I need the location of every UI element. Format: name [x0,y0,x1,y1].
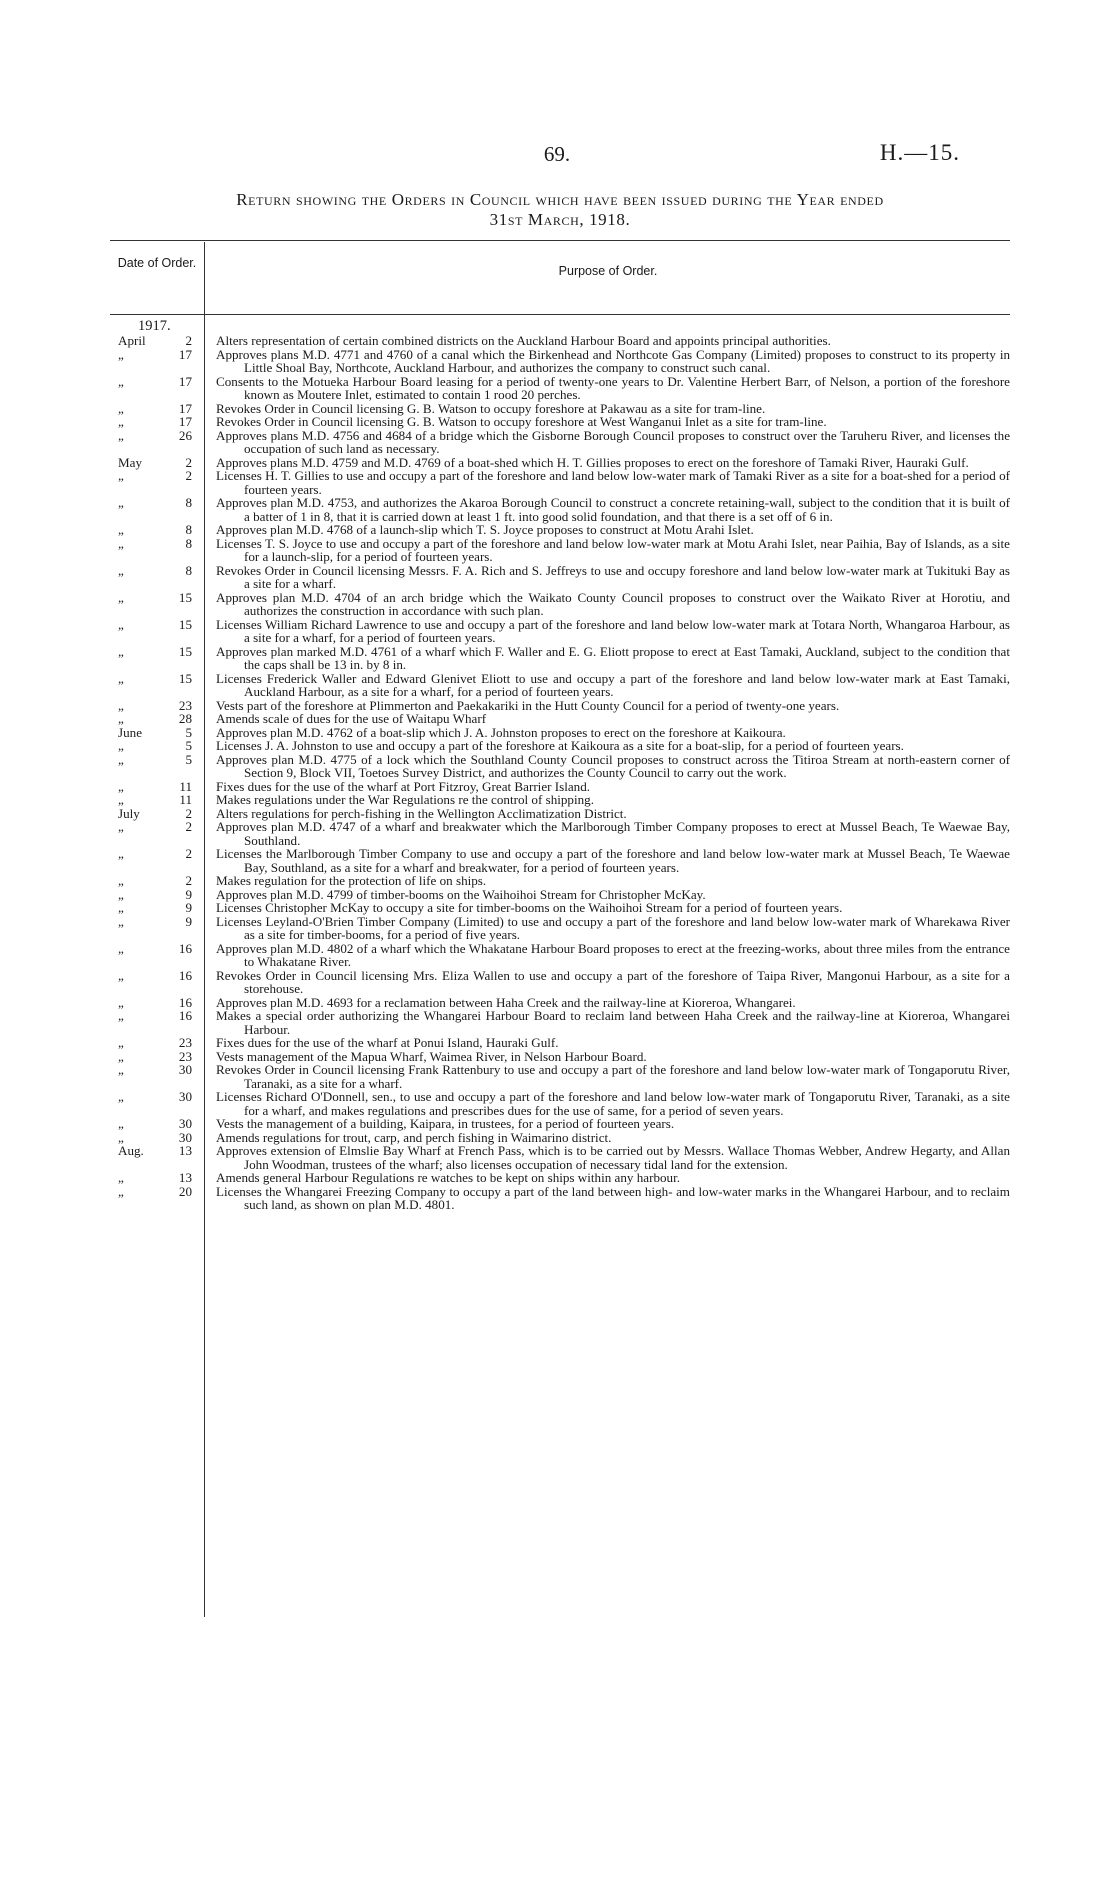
order-month: July [118,805,140,821]
order-purpose: Approves plan M.D. 4802 of a wharf which the Whakatane Harbour Board proposes to erect at the freezing-works, about three miles from the entrance to Whakatane River. [216,940,1010,969]
order-purpose: Approves plans M.D. 4771 and 4760 of a canal which the Birkenhead and Northcote Gas Company (Limited) proposes to construct to its property in Little Shoal Bay, Northcote, Auckland Harbour, and authorizes the company to construct such canal. [216,346,1010,375]
order-purpose: Licenses J. A. Johnston to use and occupy a part of the foreshore at Kaikoura as a site for a boat-slip, for a period of fourteen years. [216,738,904,753]
document-title [110,190,1010,230]
order-day: 5 [185,751,192,767]
order-date [110,375,204,402]
order-date [110,1171,204,1185]
order-date [110,699,204,713]
order-date [110,996,204,1010]
table-row [110,793,1010,807]
table-row [110,1131,1010,1145]
order-day: 17 [178,400,192,416]
order-day: 2 [185,468,192,483]
table-row [110,1117,1010,1131]
order-purpose: Amends general Harbour Regulations re watches to be kept on ships within any harbour. [216,1170,680,1185]
order-date [110,402,204,416]
order-purpose: Makes a special order authorizing the Whangarei Harbour Board to reclaim land between Haha Creek and the railway-line at Kioreroa, Whangarei Harbour. [216,1008,1010,1037]
order-date [110,1036,204,1050]
order-month: „ [118,792,124,807]
order-purpose: Revokes Order in Council licensing Messrs. F. A. Rich and S. Jeffreys to use and occupy foreshore and land below low-water mark at Tukituki Bay as a site for a wharf. [216,562,1010,591]
order-purpose: Approves plan M.D. 4753, and authorizes the Akaroa Borough Council to construct a concrete retaining-wall, subject to the condition that it is built of a batter of 1 in 8, that it is carried down at least 1 ft. into good solid foundation, and that there is a set off of 6 in. [216,495,1010,524]
table-row [110,1090,1010,1117]
table-row [110,496,1010,523]
order-date [110,496,204,523]
table-row [110,564,1010,591]
document-reference: H.—15. [879,140,960,165]
order-day: 2 [185,819,192,834]
order-date [110,645,204,672]
order-day: 15 [178,616,192,632]
table-row [110,1050,1010,1064]
order-month: May [118,454,143,470]
order-month: „ [118,1089,124,1104]
order-day: 2 [185,873,192,888]
order-month: „ [118,1062,124,1077]
order-date [110,1185,204,1212]
order-month: „ [118,913,124,929]
order-date [110,915,204,942]
order-day: 15 [178,643,192,659]
order-purpose: Licenses William Richard Lawrence to use and occupy a part of the foreshore and land below low-water mark at Totara North, Whangaroa Harbour, as a site for a wharf, for a period of fourteen years. [216,616,1010,645]
order-day: 5 [185,738,192,753]
order-date [110,1144,204,1171]
order-purpose: Approves plans M.D. 4759 and M.D. 4769 of a boat-shed which H. T. Gillies proposes to erect on the foreshore of Tamaki River, Hauraki Gulf. [216,454,969,470]
table-row [110,915,1010,942]
order-date [110,591,204,618]
order-date [110,348,204,375]
order-purpose: Approves extension of Elmslie Bay Wharf at French Pass, which is to be carried out by Messrs. Wallace Thomas Webber, Andrew Hegarty, and Allan John Woodman, trustees of the wharf; also licenses occupation of necessary tidal land for the extension. [216,1143,1010,1172]
order-month: „ [118,616,124,632]
table-row [110,996,1010,1010]
order-purpose: Approves plan M.D. 4704 of an arch bridge which the Waikato County Council proposes to construct over the Waikato River at Horotiu, and authorizes the construction in accordance with such plan. [216,589,1010,618]
order-date [110,780,204,794]
order-month: „ [118,751,124,767]
order-date [110,1090,204,1117]
order-month: „ [118,414,124,429]
table-row [110,969,1010,996]
order-day: 28 [178,711,192,726]
order-date [110,564,204,591]
order-date [110,1063,204,1090]
table-row [110,888,1010,902]
order-month: „ [118,1170,124,1185]
order-month: „ [118,967,124,983]
column-header-purpose: Purpose of Order. [558,264,658,278]
order-day: 2 [185,846,192,861]
table-row [110,739,1010,753]
order-day: 2 [185,333,192,348]
table-row [110,820,1010,847]
order-month: „ [118,1116,124,1131]
order-purpose: Revokes Order in Council licensing Mrs. Eliza Wallen to use and occupy a part of the foreshore of Taipa River, Mangonui Harbour, as a site for a storehouse. [216,967,1010,996]
order-purpose: Revokes Order in Council licensing Frank Rattenbury to use and occupy a part of the foreshore and land below low-water mark of Tongaporutu River, Taranaki, as a site for a wharf. [216,1062,1010,1091]
order-purpose: Licenses Frederick Waller and Edward Glenivet Eliott to use and occupy a part of the foreshore and land below low-water mark at East Tamaki, Auckland Harbour, as a site for a wharf, for a period of fourteen years. [216,670,1010,699]
order-purpose: Vests management of the Mapua Wharf, Waimea River, in Nelson Harbour Board. [216,1048,647,1064]
table-row [110,591,1010,618]
table-row [110,469,1010,496]
year-label: 1917. [138,318,171,334]
order-purpose: Amends scale of dues for the use of Waitapu Wharf [216,711,487,726]
order-purpose: Approves plan M.D. 4768 of a launch-slip which T. S. Joyce proposes to construct at Motu Arahi Islet. [216,522,754,537]
order-day: 17 [178,373,192,389]
order-month: „ [118,589,124,605]
order-day: 2 [185,454,192,470]
order-day: 30 [178,1062,192,1077]
order-day: 8 [185,495,192,510]
order-date [110,469,204,496]
order-purpose: Approves plan M.D. 4747 of a wharf and breakwater which the Marlborough Timber Company proposes to erect at Mussel Beach, Te Waewae Bay, Southland. [216,819,1010,848]
order-month: „ [118,994,124,1010]
order-purpose: Revokes Order in Council licensing G. B. Watson to occupy foreshore at West Wanganui Inlet as a site for tram-line. [216,414,827,429]
table-row [110,901,1010,915]
order-day: 17 [178,414,192,429]
table-header-rule [110,314,1010,315]
order-purpose: Alters regulations for perch-fishing in the Wellington Acclimatization District. [216,805,627,821]
table-row [110,942,1010,969]
table-row [110,753,1010,780]
table-row [110,1063,1010,1090]
order-month: „ [118,846,124,861]
order-day: 2 [185,805,192,821]
order-purpose: Vests the management of a building, Kaipara, in trustees, for a period of fourteen years. [216,1116,675,1131]
order-date [110,429,204,456]
order-day: 23 [178,1048,192,1064]
order-day: 13 [178,1170,192,1185]
order-purpose: Licenses the Whangarei Freezing Company to occupy a part of the land between high- and low-water marks in the Whangarei Harbour, and to reclaim such land, as shown on plan M.D. 4801. [216,1183,1010,1212]
order-month: April [118,333,146,348]
table-row [110,402,1010,416]
order-purpose: Fixes dues for the use of the wharf at Port Fitzroy, Great Barrier Island. [216,778,591,794]
order-month: „ [118,522,124,537]
order-month: Aug. [118,1143,144,1158]
order-month: „ [118,427,124,443]
order-purpose: Licenses Christopher McKay to occupy a site for timber-booms on the Waihoihoi Stream for a period of fourteen years. [216,900,843,915]
order-purpose: Fixes dues for the use of the wharf at Ponui Island, Hauraki Gulf. [216,1035,559,1050]
order-month: June [118,724,143,740]
order-month: „ [118,400,124,416]
order-month: „ [118,562,124,578]
order-date [110,901,204,915]
order-day: 23 [178,1035,192,1050]
order-day: 16 [178,967,192,983]
table-row [110,874,1010,888]
order-day: 13 [178,1143,192,1158]
order-month: „ [118,670,124,686]
order-day: 8 [185,522,192,537]
order-date [110,874,204,888]
order-date [110,415,204,429]
order-month: „ [118,1048,124,1064]
order-purpose: Approves plan M.D. 4799 of timber-booms on the Waihoihoi Stream for Christopher McKay. [216,886,706,902]
order-purpose: Licenses T. S. Joyce to use and occupy a part of the foreshore and land below low-water mark at Motu Arahi Islet, near Paihia, Bay of Islands, as a site for a launch-slip, for a period of fourteen years. [216,535,1010,564]
table-row [110,847,1010,874]
order-month: „ [118,819,124,834]
order-month: „ [118,697,124,713]
table-row [110,807,1010,821]
order-date [110,847,204,874]
order-day: 26 [178,427,192,443]
order-month: „ [118,373,124,389]
order-day: 11 [179,778,192,794]
order-day: 16 [178,994,192,1010]
order-date [110,820,204,847]
order-day: 11 [179,792,192,807]
table-row [110,780,1010,794]
order-day: 15 [178,670,192,686]
order-date [110,456,204,470]
column-header-date: Date of Order. [117,256,197,270]
table-row [110,1036,1010,1050]
order-day: 20 [178,1183,192,1199]
order-date [110,726,204,740]
order-purpose: Approves plan marked M.D. 4761 of a wharf which F. Waller and E. G. Eliott propose to erect at East Tamaki, Auckland, subject to the condition that the caps shall be 13 in. by 8 in. [216,643,1010,672]
order-purpose: Licenses Leyland-O'Brien Timber Company (Limited) to use and occupy a part of the foreshore and land below low-water mark of Wharekawa River as a site for timber-booms, for a period of five years. [216,913,1010,942]
table-row [110,429,1010,456]
order-purpose: Vests part of the foreshore at Plimmerton and Paekakariki in the Hutt County Council for a period of twenty-one years. [216,697,840,713]
table-row [110,618,1010,645]
order-day: 8 [185,562,192,578]
order-purpose: Alters representation of certain combined districts on the Auckland Harbour Board and appoints principal authorities. [216,333,831,348]
order-day: 15 [178,589,192,605]
table-row [110,645,1010,672]
order-date [110,942,204,969]
order-purpose: Approves plan M.D. 4693 for a reclamation between Haha Creek and the railway-line at Kioreroa, Whangarei. [216,994,796,1010]
order-day: 5 [185,724,192,740]
order-purpose: Amends regulations for trout, carp, and perch fishing in Waimarino district. [216,1129,612,1145]
order-purpose: Licenses H. T. Gillies to use and occupy a part of the foreshore and land below low-water mark of Tamaki River as a site for a boat-shed for a period of fourteen years. [216,468,1010,497]
order-date [110,672,204,699]
order-date [110,753,204,780]
table-row [110,415,1010,429]
order-month: „ [118,643,124,659]
order-month: „ [118,873,124,888]
order-date [110,969,204,996]
order-date [110,712,204,726]
order-month: „ [118,468,124,483]
order-purpose: Makes regulation for the protection of life on ships. [216,873,487,888]
table-row [110,1144,1010,1171]
page-number: 69. [543,142,571,166]
order-purpose: Licenses the Marlborough Timber Company to use and occupy a part of the foreshore and land below low-water mark at Mussel Beach, Te Waewae Bay, Southland, as a site for a wharf and breakwater, for a period of fourteen years. [216,846,1010,875]
order-month: „ [118,738,124,753]
order-purpose: Approves plan M.D. 4775 of a lock which the Southland County Council proposes to construct across the Titiroa Stream at north-eastern corner of Section 9, Block VII, Toetoes Survey District, and authorizes the County Council to carry out the work. [216,751,1010,780]
order-date [110,793,204,807]
table-row [110,375,1010,402]
order-month: „ [118,778,124,794]
order-month: „ [118,495,124,510]
table-row [110,456,1010,470]
order-day: 23 [178,697,192,713]
order-date [110,807,204,821]
order-date [110,739,204,753]
order-month: „ [118,1183,124,1199]
order-purpose: Approves plan M.D. 4762 of a boat-slip which J. A. Johnston proposes to erect on the foreshore at Kaikoura. [216,724,786,740]
order-purpose: Revokes Order in Council licensing G. B. Watson to occupy foreshore at Pakawau as a site for tram-line. [216,400,766,416]
order-day: 17 [178,346,192,362]
order-day: 16 [178,940,192,956]
order-date [110,537,204,564]
order-month: „ [118,1035,124,1050]
order-date [110,618,204,645]
order-purpose: Consents to the Motueka Harbour Board leasing for a period of twenty-one years to Dr. Valentine Herbert Barr, of Nelson, a portion of the foreshore known as Moutere Inlet, estimated to contain 1 rood 20 perches. [216,373,1010,402]
order-month: „ [118,1008,124,1023]
order-date [110,1117,204,1131]
table-row [110,1171,1010,1185]
orders-table-body [110,334,1010,1212]
order-date [110,1050,204,1064]
order-day: 8 [185,535,192,551]
order-month: „ [118,886,124,902]
table-row [110,712,1010,726]
table-row [110,334,1010,348]
order-month: „ [118,346,124,362]
order-purpose: Makes regulations under the War Regulations re the control of shipping. [216,792,594,807]
table-row [110,348,1010,375]
table-row [110,672,1010,699]
table-row [110,726,1010,740]
order-day: 30 [178,1089,192,1104]
table-row [110,537,1010,564]
table-top-rule [110,240,1010,241]
order-day: 9 [185,913,192,929]
order-month: „ [118,900,124,915]
table-row [110,1185,1010,1212]
order-day: 9 [185,886,192,902]
order-date [110,888,204,902]
title-line-1: Return showing the Orders in Council which have been issued during the Year ended [236,190,884,209]
order-purpose: Licenses Richard O'Donnell, sen., to use and occupy a part of the foreshore and land below low-water mark of Tongaporutu River, Taranaki, as a site for a wharf, and makes regulations and prescribes dues for the use of same, for a period of seven years. [216,1089,1010,1118]
order-day: 16 [178,1008,192,1023]
table-row [110,1009,1010,1036]
order-date [110,1009,204,1036]
order-month: „ [118,535,124,551]
order-date [110,523,204,537]
order-day: 30 [178,1129,192,1145]
title-line-2: 31st March, 1918. [489,210,631,229]
order-purpose: Approves plans M.D. 4756 and 4684 of a bridge which the Gisborne Borough Council proposes to construct over the Taruheru River, and licenses the occupation of such land as necessary. [216,427,1010,456]
order-date [110,334,204,348]
order-month: „ [118,711,124,726]
table-row [110,699,1010,713]
order-month: „ [118,940,124,956]
order-day: 9 [185,900,192,915]
order-day: 30 [178,1116,192,1131]
order-date [110,1131,204,1145]
order-month: „ [118,1129,124,1145]
table-row [110,523,1010,537]
